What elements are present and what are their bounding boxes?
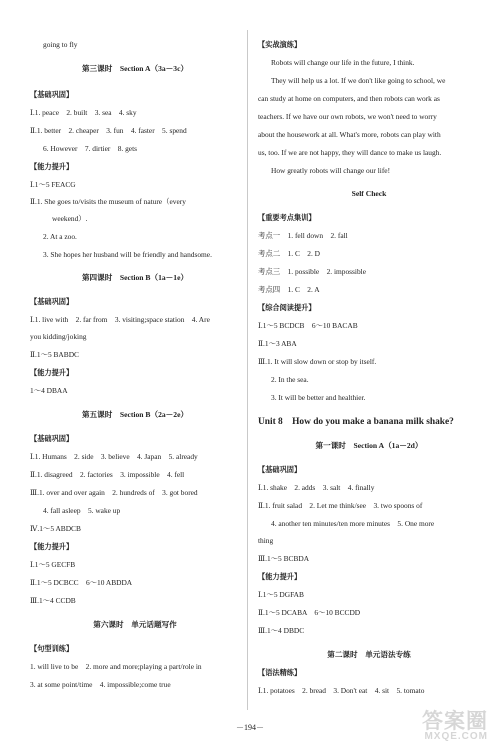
answer-line: you kidding/joking [30, 332, 87, 341]
lesson-title: 第五课时 Section B（2a－2e） [81, 410, 189, 419]
essay-line: us, too. If we are not happy, they will dance to make us laugh. [258, 148, 442, 157]
answer-line: 考点二 1. C 2. D [258, 249, 321, 258]
unit-title: Unit 8 How do you make a banana milk shake? [258, 417, 454, 427]
answer-line: 3. at some point/time 4. impossible;come true [30, 680, 171, 689]
answer-line: Ⅰ.1～5 FEACG [30, 180, 76, 189]
section-heading: 【能力提升】 [30, 368, 74, 377]
section-heading: 【能力提升】 [258, 572, 302, 581]
section-heading: 【句型训练】 [30, 644, 74, 653]
answer-line: Ⅰ.1. shake 2. adds 3. salt 4. finally [258, 483, 375, 492]
answer-line: going to fly [43, 40, 78, 49]
answer-line: Ⅱ.1. She goes to/visits the museum of nature（every [30, 197, 186, 206]
answer-line: 2. In the sea. [271, 375, 309, 384]
section-heading: 【综合阅读提升】 [258, 303, 316, 312]
answer-line: 考点三 1. possible 2. impossible [258, 267, 366, 276]
watermark-url: MXQE.COM [424, 731, 488, 742]
answer-line: Ⅱ.1. better 2. cheaper 3. fun 4. faster 5. spend [30, 126, 187, 135]
answer-line: thing [258, 536, 274, 545]
answer-line: Ⅳ.1～5 ABDCB [30, 524, 81, 533]
section-heading: 【语法精练】 [258, 668, 302, 677]
lesson-title: 第六课时 单元话题写作 [93, 620, 177, 629]
section-heading: 【重要考点集训】 [258, 213, 316, 222]
answer-line: Ⅲ.1～4 DBDC [258, 626, 305, 635]
essay-line: about the housework at all. What's more, robots can play with [258, 130, 441, 139]
answer-line: Ⅰ.1. peace 2. built 3. sea 4. sky [30, 108, 137, 117]
answer-line: weekend）. [52, 214, 88, 223]
answer-line: Ⅱ.1. fruit salad 2. Let me think/see 3. two spoons of [258, 501, 423, 510]
answer-line: Ⅱ.1～5 DCBCC 6～10 ABDDA [30, 578, 133, 587]
answer-line: 2. At a zoo. [43, 232, 77, 241]
section-heading: 【基础巩固】 [30, 297, 74, 306]
answer-line: 1～4 DBAA [30, 386, 68, 395]
answer-line: Ⅱ.1～5 DCABA 6～10 BCCDD [258, 608, 361, 617]
column-divider [247, 30, 248, 710]
lesson-title: 第三课时 Section A（3a－3c） [81, 64, 189, 73]
answer-line: Ⅲ.1～4 CCDB [30, 596, 76, 605]
lesson-title: 第一课时 Section A（1a－2d） [315, 441, 423, 450]
answer-line: Ⅱ.1～3 ABA [258, 339, 297, 348]
answer-line: 3. It will be better and healthier. [271, 393, 366, 402]
lesson-title: 第二课时 单元语法专练 [327, 650, 411, 659]
essay-line: can study at home on computers, and then robots can work as [258, 94, 440, 103]
watermark-main: 答案圈 [422, 710, 488, 733]
answer-line: Ⅱ.1～5 BABDC [30, 350, 79, 359]
answer-line: 4. fall asleep 5. wake up [43, 506, 121, 515]
answer-line: Ⅰ.1. potatoes 2. bread 3. Don't eat 4. sit 5. tomato [258, 686, 425, 695]
answer-line: Ⅲ.1. over and over again 2. hundreds of 3. got bored [30, 488, 198, 497]
essay-line: They will help us a lot. If we don't like going to school, we [271, 76, 446, 85]
answer-line: 3. She hopes her husband will be friendly and handsome. [43, 250, 212, 259]
watermark [422, 705, 488, 742]
answer-line: Ⅰ.1～5 DGFAB [258, 590, 304, 599]
answer-line: Ⅰ.1～5 GECFB [30, 560, 76, 569]
section-heading: 【实战演练】 [258, 40, 302, 49]
section-heading: 【基础巩固】 [30, 90, 74, 99]
page-number: －194－ [236, 723, 264, 732]
section-heading: 【基础巩固】 [30, 434, 74, 443]
answer-line: 考点一 1. fell down 2. fall [258, 231, 348, 240]
answer-line: 6. However 7. dirtier 8. gets [43, 144, 138, 153]
answer-line: Ⅰ.1. live with 2. far from 3. visiting;space station 4. Are [30, 315, 210, 324]
section-heading: 【能力提升】 [30, 542, 74, 551]
essay-line: How greatly robots will change our life! [271, 166, 391, 175]
answer-line: Ⅲ.1. It will slow down or stop by itself. [258, 357, 377, 366]
lesson-title: 第四课时 Section B（1a－1e） [81, 273, 189, 282]
section-heading: 【基础巩固】 [258, 465, 302, 474]
essay-line: Robots will change our life in the future, I think. [271, 58, 415, 67]
answer-line: 考点四 1. C 2. A [258, 285, 320, 294]
answer-line: Ⅱ.1. disagreed 2. factories 3. impossible 4. fell [30, 470, 185, 479]
answer-line: Ⅲ.1～5 BCBDA [258, 554, 310, 563]
answer-line: Ⅰ.1. Humans 2. side 3. believe 4. Japan 5. already [30, 452, 198, 461]
section-heading: 【能力提升】 [30, 162, 74, 171]
answer-line: Ⅰ.1～5 BCDCB 6～10 BACAB [258, 321, 358, 330]
answer-line: 4. another ten minutes/ten more minutes 5. One more [271, 519, 435, 528]
answer-line: 1. will live to be 2. more and more;playing a part/role in [30, 662, 202, 671]
essay-line: teachers. If we have our own robots, we won't need to worry [258, 112, 437, 121]
self-check-title: Self Check [351, 189, 387, 198]
